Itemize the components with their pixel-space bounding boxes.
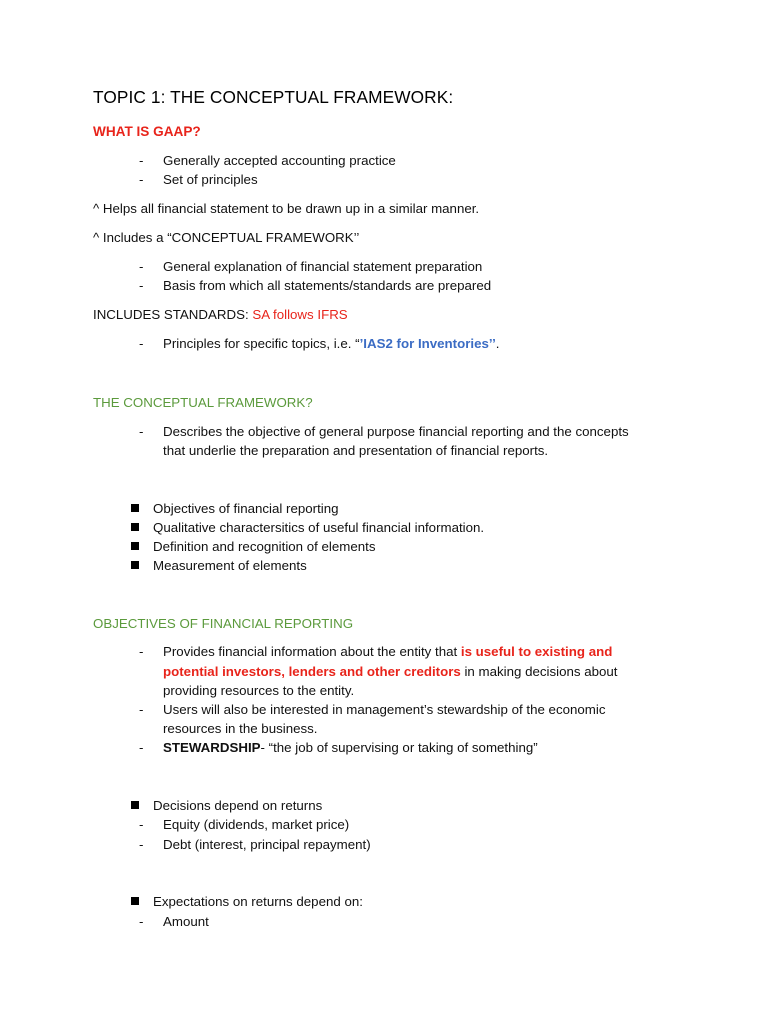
list-item: Equity (dividends, market price) bbox=[163, 817, 350, 832]
note-line: ^ Helps all financial statement to be drawn up in a similar manner. bbox=[93, 201, 480, 216]
bullet-item: Qualitative charactersitics of useful financial information. bbox=[153, 520, 485, 535]
bullet-item: Definition and recognition of elements bbox=[153, 539, 376, 554]
stewardship-term: STEWARDSHIP bbox=[163, 740, 261, 755]
dash-marker: - bbox=[139, 644, 144, 659]
bullet-item: Expectations on returns depend on: bbox=[153, 894, 363, 909]
dash-marker: - bbox=[139, 837, 144, 852]
gaap-heading: WHAT IS GAAP? bbox=[93, 124, 201, 139]
objectives-heading: OBJECTIVES OF FINANCIAL REPORTING bbox=[93, 616, 354, 631]
square-bullet-icon bbox=[131, 897, 139, 905]
dash-marker: - bbox=[139, 172, 144, 187]
standards-highlight: SA follows IFRS bbox=[252, 307, 348, 322]
square-bullet-icon bbox=[131, 561, 139, 569]
bullet-item: Decisions depend on returns bbox=[153, 798, 323, 813]
note-line: ^ Includes a “CONCEPTUAL FRAMEWORK’’ bbox=[93, 230, 360, 245]
dash-marker: - bbox=[139, 914, 144, 929]
dash-marker: - bbox=[139, 153, 144, 168]
stewardship-definition: - “the job of supervising or taking of something” bbox=[260, 740, 538, 755]
page-title: TOPIC 1: THE CONCEPTUAL FRAMEWORK: bbox=[93, 87, 454, 107]
dash-marker: - bbox=[139, 702, 144, 717]
list-item-continuation: resources in the business. bbox=[163, 721, 318, 736]
list-item: Amount bbox=[163, 914, 209, 929]
objectives-p1-b: is useful to existing and bbox=[460, 644, 613, 659]
list-item: Basis from which all statements/standards are prepared bbox=[163, 278, 492, 293]
list-item: General explanation of financial statement preparation bbox=[163, 259, 483, 274]
square-bullet-icon bbox=[131, 523, 139, 531]
list-item bbox=[163, 334, 683, 353]
standards-line bbox=[93, 305, 348, 324]
objectives-p1-a: Provides financial information about the entity that bbox=[163, 644, 461, 659]
objectives-p1-d: in making decisions about bbox=[460, 664, 618, 679]
dash-marker: - bbox=[139, 817, 144, 832]
bullet-item: Objectives of financial reporting bbox=[153, 501, 339, 516]
objectives-p1-c: potential investors, lenders and other creditors bbox=[163, 664, 461, 679]
list-item-continuation: that underlie the preparation and presentation of financial reports. bbox=[163, 443, 549, 458]
bullet-item: Measurement of elements bbox=[153, 558, 307, 573]
square-bullet-icon bbox=[131, 801, 139, 809]
square-bullet-icon bbox=[131, 542, 139, 550]
list-item bbox=[163, 642, 683, 661]
list-item: Generally accepted accounting practice bbox=[163, 153, 396, 168]
dash-marker: - bbox=[139, 740, 144, 755]
principles-prefix: Principles for specific topics, i.e. “ bbox=[163, 336, 360, 351]
list-item: Set of principles bbox=[163, 172, 258, 187]
list-item bbox=[163, 738, 683, 757]
list-item-continuation bbox=[163, 662, 683, 681]
list-item: Debt (interest, principal repayment) bbox=[163, 837, 371, 852]
standards-prefix: INCLUDES STANDARDS: bbox=[93, 307, 253, 322]
list-item: Describes the objective of general purpose financial reporting and the concepts bbox=[163, 424, 629, 439]
conceptual-heading: THE CONCEPTUAL FRAMEWORK? bbox=[93, 395, 313, 410]
dash-marker: - bbox=[139, 259, 144, 274]
dash-marker: - bbox=[139, 278, 144, 293]
dash-marker: - bbox=[139, 336, 144, 351]
list-item: Users will also be interested in management’s stewardship of the economic bbox=[163, 702, 606, 717]
principles-highlight: ’IAS2 for Inventories’’ bbox=[359, 336, 496, 351]
square-bullet-icon bbox=[131, 504, 139, 512]
principles-suffix: . bbox=[495, 336, 500, 351]
dash-marker: - bbox=[139, 424, 144, 439]
list-item-continuation: providing resources to the entity. bbox=[163, 683, 355, 698]
